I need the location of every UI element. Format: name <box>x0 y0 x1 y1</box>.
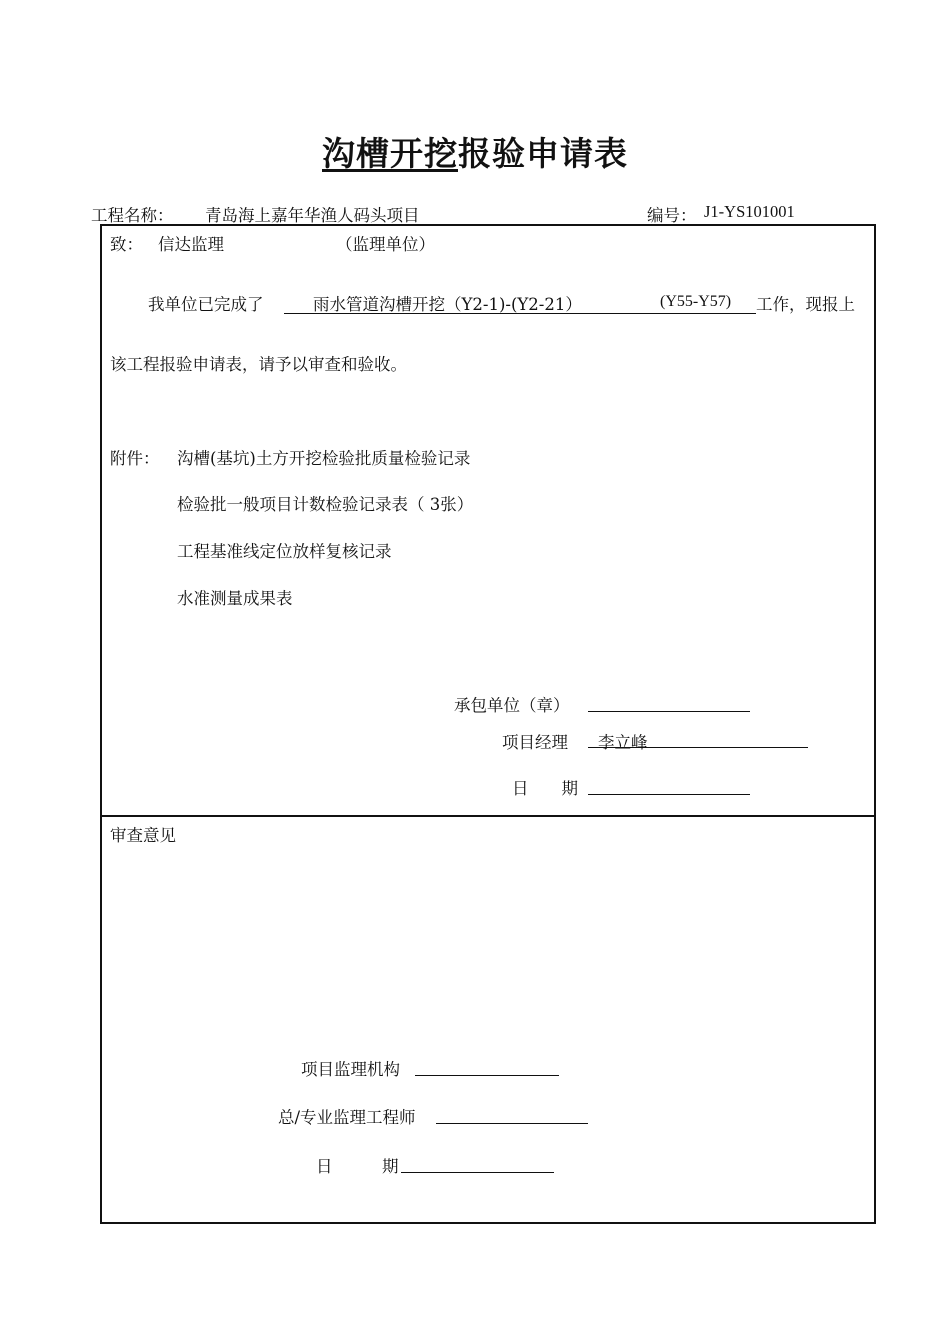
to-name: 信达监理 <box>158 235 224 254</box>
body-line-2: 该工程报验申请表，请予以审查和验收。 <box>110 355 407 374</box>
review-engineer-label: 总/专业监理工程师 <box>278 1108 416 1127</box>
application-date-line <box>588 777 750 795</box>
section-divider <box>100 815 876 817</box>
attachments-label: 附件： <box>110 449 160 468</box>
contractor-signature-line <box>588 694 750 712</box>
project-name: 青岛海上嘉年华渔人码头项目 <box>205 206 420 225</box>
manager-name: 李立峰 <box>598 733 648 752</box>
application-date-label: 日 期 <box>512 779 578 798</box>
to-label: 致： <box>110 235 143 254</box>
number-value: J1-YS101001 <box>704 202 795 221</box>
project-label: 工程名称： <box>91 206 174 225</box>
contractor-label: 承包单位（章） <box>454 696 570 715</box>
form-title-rest: 报验申请表 <box>458 134 628 173</box>
review-org-line <box>415 1058 559 1076</box>
body-prefix: 我单位已完成了 <box>148 295 264 314</box>
work-range: (Y55-Y57) <box>660 293 732 310</box>
to-unit-note: （监理单位） <box>336 235 435 254</box>
attachment-item: 沟槽(基坑)土方开挖检验批质量检验记录 <box>177 449 471 468</box>
review-engineer-line <box>436 1106 588 1124</box>
manager-label: 项目经理 <box>502 733 568 752</box>
attachment-item: 检验批一般项目计数检验记录表（ 3张） <box>177 495 474 514</box>
form-title <box>0 128 950 175</box>
work-item: 雨水管道沟槽开挖（Y2-1)-(Y2-21） <box>313 295 582 314</box>
attachment-item: 工程基准线定位放样复核记录 <box>177 542 392 561</box>
review-label: 审查意见 <box>110 826 176 845</box>
form-title-underlined: 沟槽开挖 <box>322 134 458 173</box>
number-label: 编号： <box>647 206 697 225</box>
review-date-line <box>401 1155 554 1173</box>
body-suffix: 工作，现报上 <box>756 295 855 314</box>
review-date-label: 日 期 <box>316 1157 399 1176</box>
review-org-label: 项目监理机构 <box>301 1060 400 1079</box>
attachment-item: 水准测量成果表 <box>177 589 293 608</box>
